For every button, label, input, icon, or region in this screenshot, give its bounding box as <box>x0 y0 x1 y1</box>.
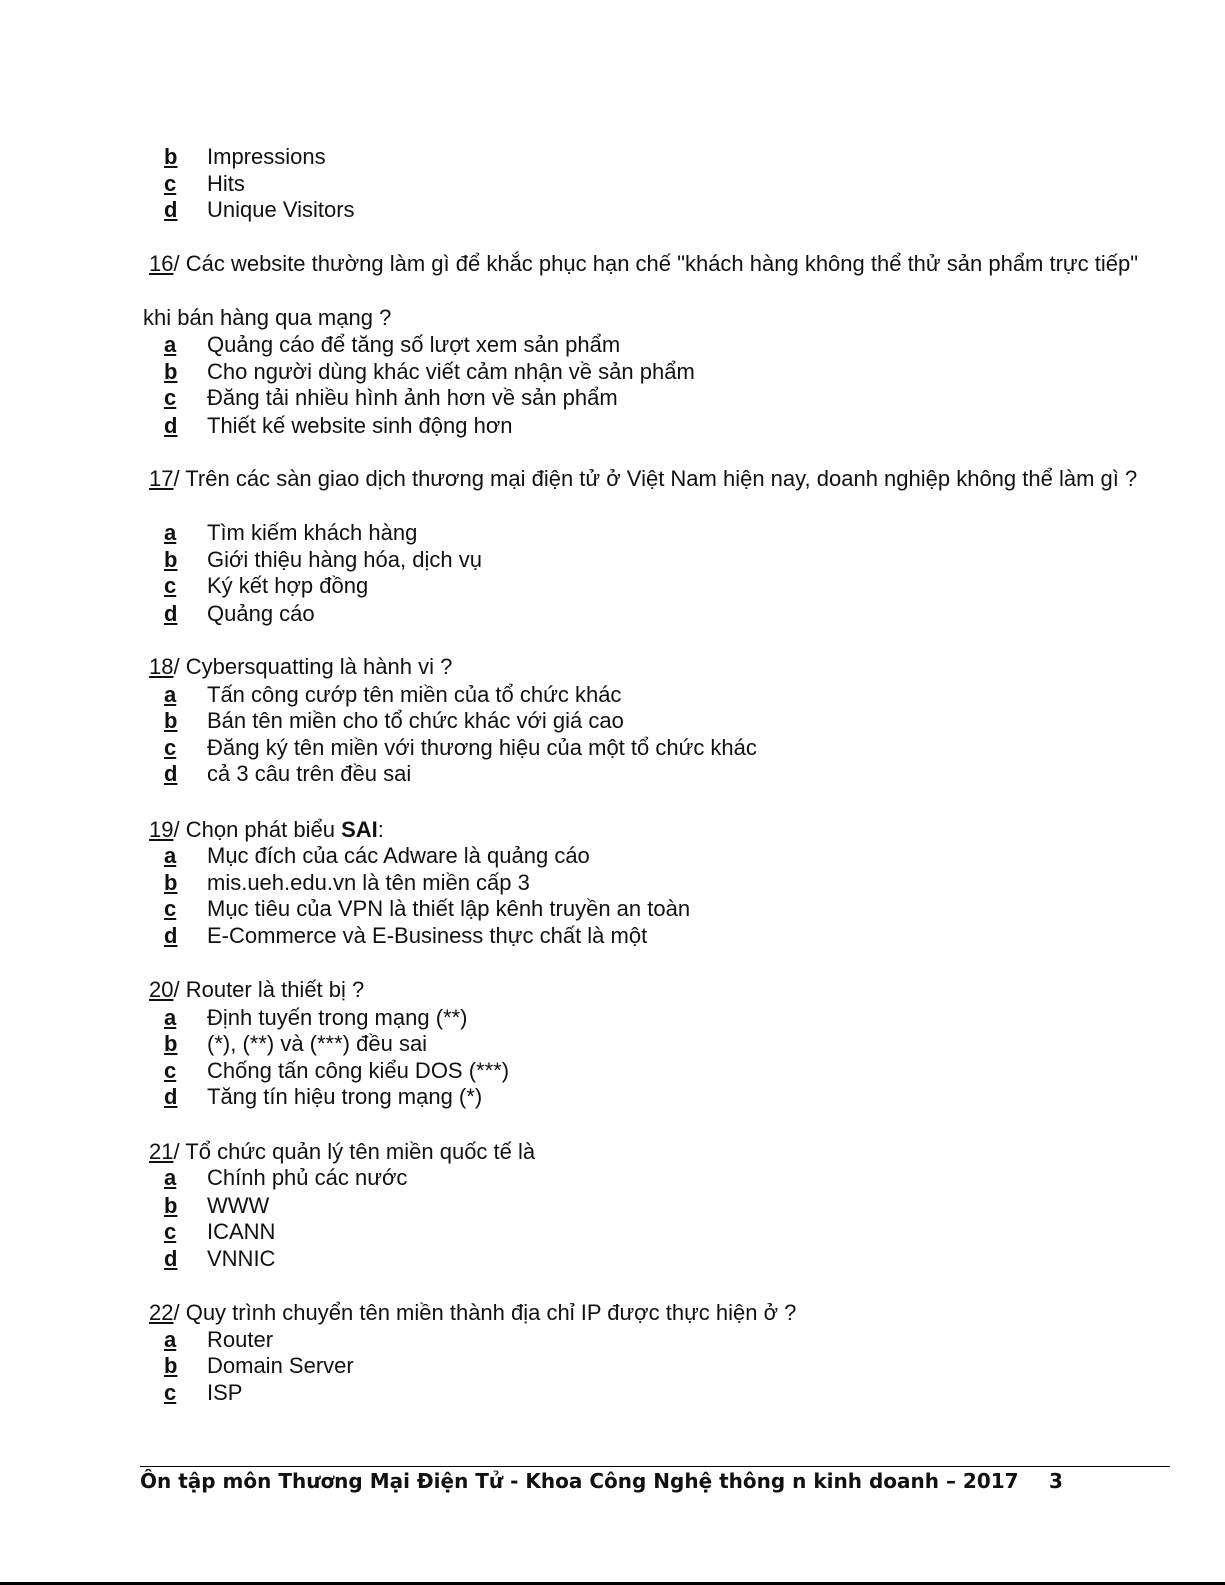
option-text: Bán tên miền cho tổ chức khác với giá cao <box>207 708 624 733</box>
option-letter: b <box>164 359 178 384</box>
option-letter: a <box>164 843 177 868</box>
option-letter: d <box>164 601 178 626</box>
question-text: / Chọn phát biểu <box>173 817 342 842</box>
option-letter: a <box>164 1005 177 1030</box>
option-text: VNNIC <box>207 1246 276 1271</box>
option-text: Cho người dùng khác viết cảm nhận về sản phẩm <box>207 359 695 384</box>
option-text: Ký kết hợp đồng <box>207 573 369 598</box>
option-text: Hits <box>207 171 245 196</box>
question-22 <box>143 1299 1173 1326</box>
option-text: Giới thiệu hàng hóa, dịch vụ <box>207 547 482 572</box>
question-17 <box>143 465 1173 492</box>
option-letter: b <box>164 144 178 169</box>
option-text: E-Commerce và E-Business thực chất là một <box>207 923 648 948</box>
question-text-continued: khi bán hàng qua mạng ? <box>143 305 392 330</box>
option-text: Thiết kế website sinh động hơn <box>207 413 513 438</box>
option-letter: b <box>164 1193 178 1218</box>
option-letter: b <box>164 1031 178 1056</box>
question-number: 19 <box>149 817 174 842</box>
option-text: Quảng cáo để tăng số lượt xem sản phẩm <box>207 332 621 357</box>
question-text: / Các website thường làm gì để khắc phục hạn chế "khách hàng không thể thử sản phẩm trực tiếp" <box>173 251 1139 276</box>
option-text: Quảng cáo <box>207 601 315 626</box>
question-text: / Quy trình chuyển tên miền thành địa chỉ IP được thực hiện ở ? <box>173 1300 797 1325</box>
option-text: Impressions <box>207 144 326 169</box>
question-text-after: : <box>377 817 384 842</box>
option-letter: c <box>164 573 177 598</box>
question-number: 16 <box>149 251 174 276</box>
question-number: 17 <box>149 466 174 491</box>
option-letter: c <box>164 1219 177 1244</box>
option-letter: d <box>164 413 178 438</box>
option-text: Router <box>207 1327 274 1352</box>
question-number: 20 <box>149 977 174 1002</box>
option-text: WWW <box>207 1193 270 1218</box>
option-text: mis.ueh.edu.vn là tên miền cấp 3 <box>207 870 530 895</box>
option-letter: d <box>164 1084 178 1109</box>
question-text: / Cybersquatting là hành vi ? <box>173 654 453 679</box>
option-letter: c <box>164 1380 177 1405</box>
page-number: 3 <box>1049 1469 1063 1493</box>
question-20 <box>143 976 1173 1003</box>
question-text: / Trên các sàn giao dịch thương mại điện tử ở Việt Nam hiện nay, doanh nghiệp không thể làm gì ? <box>173 466 1138 491</box>
option-letter: d <box>164 761 178 786</box>
option-text: cả 3 câu trên đều sai <box>207 761 412 786</box>
option-letter: d <box>164 197 178 222</box>
question-emphasis: SAI <box>341 817 378 842</box>
question-number: 22 <box>149 1300 174 1325</box>
option-letter: a <box>164 1165 177 1190</box>
option-text: Mục tiêu của VPN là thiết lập kênh truyền an toàn <box>207 896 691 921</box>
option-letter: c <box>164 385 177 410</box>
option-letter: a <box>164 1327 177 1352</box>
question-21 <box>143 1138 1173 1165</box>
question-18 <box>143 653 1173 680</box>
option-letter: d <box>164 1246 178 1271</box>
option-text: Tấn công cướp tên miền của tổ chức khác <box>207 682 622 707</box>
option-text: Định tuyến trong mạng (**) <box>207 1005 468 1030</box>
option-letter: c <box>164 896 177 921</box>
option-text: Mục đích của các Adware là quảng cáo <box>207 843 590 868</box>
option-text: ISP <box>207 1380 243 1405</box>
option-text: (*), (**) và (***) đều sai <box>207 1031 428 1056</box>
footer-title: Ôn tập môn Thương Mại Điện Tử - Khoa Công Nghệ thông n kinh doanh – 2017 <box>140 1469 1019 1493</box>
option-text: ICANN <box>207 1219 276 1244</box>
option-letter: c <box>164 171 177 196</box>
option-letter: a <box>164 682 177 707</box>
question-16 <box>143 250 1173 277</box>
option-letter: a <box>164 520 177 545</box>
option-text: Tăng tín hiệu trong mạng (*) <box>207 1084 483 1109</box>
option-text: Tìm kiếm khách hàng <box>207 520 418 545</box>
question-text: / Tổ chức quản lý tên miền quốc tế là <box>173 1139 536 1164</box>
option-letter: b <box>164 708 178 733</box>
option-text: Domain Server <box>207 1353 354 1378</box>
question-number: 21 <box>149 1139 174 1164</box>
option-text: Chính phủ các nước <box>207 1165 408 1190</box>
question-number: 18 <box>149 654 174 679</box>
option-letter: b <box>164 547 178 572</box>
option-letter: b <box>164 1353 178 1378</box>
option-text: Đăng tải nhiều hình ảnh hơn về sản phẩm <box>207 385 618 410</box>
option-letter: c <box>164 1058 177 1083</box>
question-19 <box>143 816 1173 843</box>
option-letter: a <box>164 332 177 357</box>
option-text: Unique Visitors <box>207 197 355 222</box>
option-text: Chống tấn công kiểu DOS (***) <box>207 1058 510 1083</box>
option-text: Đăng ký tên miền với thương hiệu của một tổ chức khác <box>207 735 757 760</box>
option-letter: b <box>164 870 178 895</box>
option-letter: d <box>164 923 178 948</box>
option-letter: c <box>164 735 177 760</box>
question-text: / Router là thiết bị ? <box>173 977 365 1002</box>
